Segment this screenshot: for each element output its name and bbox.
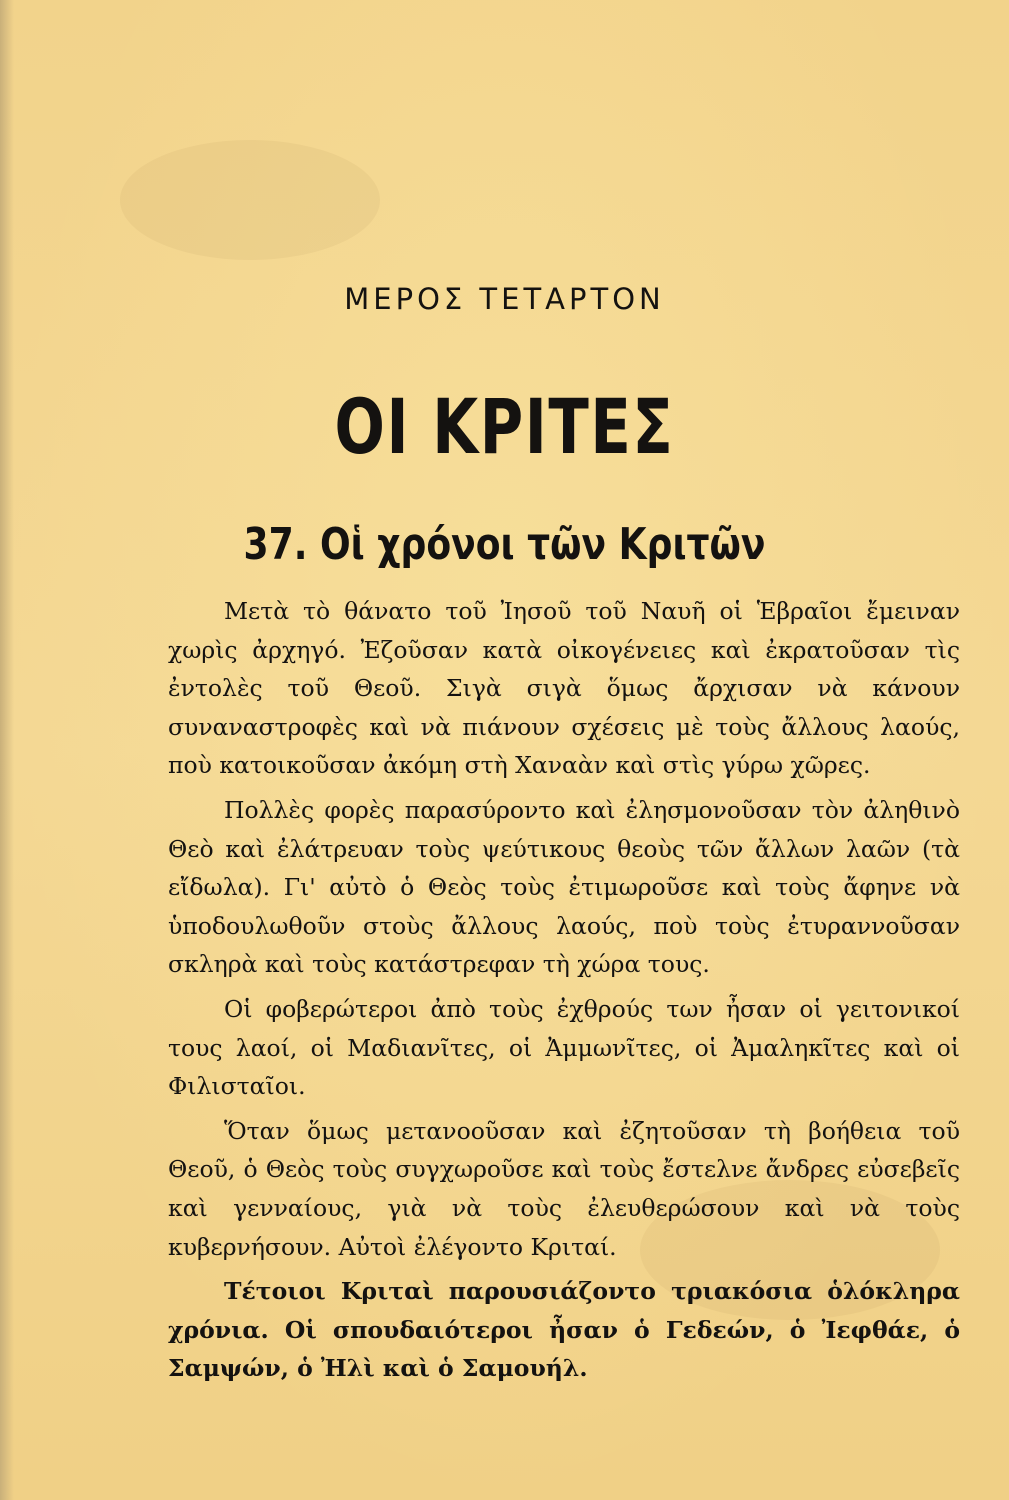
paragraph: Μετὰ τὸ θάνατο τοῦ Ἰησοῦ τοῦ Ναυῆ οἱ Ἑβραῖοι ἔμειναν χωρὶς ἀρχηγό. Ἐζοῦσαν κατὰ οἰκογένειες καὶ ἐκρατοῦσαν τὶς ἐντολὲς τοῦ Θεοῦ. Σιγὰ σιγὰ ὅμως ἄρχισαν νὰ κάνουν συναναστροφὲς καὶ νὰ πιάνουν σχέσεις μὲ τοὺς ἄλλους λαούς, ποὺ κατοικοῦσαν ἀκόμη στὴ Χαναὰν καὶ στὶς γύρω χῶρες. xyxy=(168,597,960,780)
part-heading: ΜΕΡΟΣ ΤΕΤΑΡΤΟΝ xyxy=(344,282,665,316)
paragraph: Τέτοιοι Κριταὶ παρουσιάζοντο τριακόσια ὁλόκληρα χρόνια. Οἱ σπουδαιότεροι ἦσαν ὁ Γεδεών, ὁ Ἰεφθάε, ὁ Σαμψών, ὁ Ἠλὶ καὶ ὁ Σαμουήλ. xyxy=(168,1277,960,1383)
page-edge-shadow xyxy=(0,0,14,1500)
paragraph: Πολλὲς φορὲς παρασύροντο καὶ ἐλησμονοῦσαν τὸν ἀληθινὸ Θεὸ καὶ ἐλάτρευαν τοὺς ψεύτικους θεοὺς τῶν ἄλλων λαῶν (τὰ εἴδωλα). Γι' αὐτὸ ὁ Θεὸς τοὺς ἐτιμωροῦσε καὶ τοὺς ἄφηνε νὰ ὑποδουλωθοῦν στοὺς ἄλλους λαούς, ποὺ τοὺς ἐτυραννοῦσαν σκληρὰ καὶ τοὺς κατάστρεφαν τὴ χώρα τους. xyxy=(168,795,960,979)
paragraph: Ὅταν ὅμως μετανοοῦσαν καὶ ἐζητοῦσαν τὴ βοήθεια τοῦ Θεοῦ, ὁ Θεὸς τοὺς συγχωροῦσε καὶ τοὺς ἔστελνε ἄνδρες εὐσεβεῖς καὶ γενναίους, γιὰ νὰ τοὺς ἐλευθερώσουν καὶ νὰ τοὺς κυβερνήσουν. Αὐτοὶ ἐλέγοντο Κριταί. xyxy=(168,1116,960,1261)
page-title: ΟΙ ΚΡΙΤΕΣ xyxy=(334,382,675,471)
paper-stain xyxy=(120,140,380,260)
chapter-heading: 37. Οἱ χρόνοι τῶν Κριτῶν xyxy=(243,519,766,570)
body-text xyxy=(168,592,960,1394)
paragraph: Οἱ φοβερώτεροι ἀπὸ τοὺς ἐχθρούς των ἦσαν οἱ γειτονικοί τους λαοί, οἱ Μαδιανῖτες, οἱ Ἀμμωνῖτες, οἱ Ἀμαληκῖτες καὶ οἱ Φιλισταῖοι. xyxy=(168,994,960,1101)
